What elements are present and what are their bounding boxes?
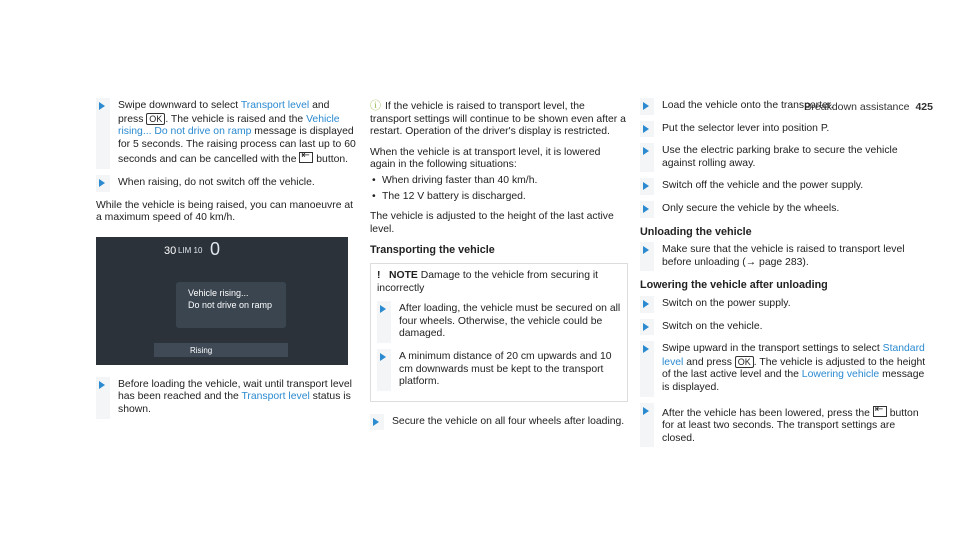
step-arrow-icon <box>99 179 105 187</box>
bullet-item: • When driving faster than 40 km/h. <box>370 175 628 188</box>
step-arrow-icon <box>643 182 649 190</box>
step-arrow-icon <box>643 205 649 213</box>
manoeuvre-paragraph: While the vehicle is being raised, you can manoeuvre at a maximum speed of 40 km/h. <box>96 199 354 224</box>
text: message is displayed for 5 seconds. The raising process can last up to 60 seconds and can be cancelled with the <box>118 126 356 166</box>
warning-icon: ! <box>377 269 381 281</box>
step-unload <box>640 244 930 269</box>
note-box <box>370 263 628 402</box>
text: . The vehicle is raised and the <box>165 113 307 125</box>
step-arrow-icon <box>380 353 386 361</box>
note-step <box>377 351 621 389</box>
step-arrow-icon <box>643 407 649 415</box>
step-before-loading <box>96 379 356 417</box>
display-line-1: Vehicle rising... <box>188 287 249 298</box>
text: Before loading the vehicle, wait until transport level has been reached and the <box>118 378 352 403</box>
text: status is shown. <box>118 391 351 415</box>
step-select-transport <box>96 100 356 167</box>
speed-sign: 30 <box>164 244 177 257</box>
step-selector <box>640 123 930 136</box>
step-arrow-icon <box>373 418 379 426</box>
transport-level-link: Transport level <box>240 100 310 111</box>
step-text: After loading, the vehicle must be secured on all four wheels. Otherwise, the vehicle could be damaged. <box>399 303 621 340</box>
column-1 <box>96 100 356 427</box>
info-note <box>370 100 628 139</box>
step-arrow-icon <box>643 246 649 254</box>
text: message is displayed. <box>662 369 925 393</box>
bullet-item: • The 12 V battery is discharged. <box>370 191 628 204</box>
adjusted-paragraph: The vehicle is adjusted to the height of the last active level. <box>370 211 614 235</box>
text: button for at least two seconds. The transport settings are closed. <box>662 407 919 444</box>
lowering-vehicle-message: Lowering vehicle <box>801 369 880 381</box>
back-key-icon <box>873 406 887 417</box>
back-key-icon <box>299 152 313 163</box>
transport-level-link: Transport level <box>241 391 310 403</box>
speed-value: 0 <box>210 238 221 259</box>
section-heading: Lowering the vehicle after unloading <box>640 279 828 292</box>
step-arrow-icon <box>99 381 105 389</box>
step-text: Make sure that the vehicle is raised to transport level before unloading (→ page 283). <box>662 244 905 268</box>
step-arrow-icon <box>643 323 649 331</box>
section-heading: Transporting the vehicle <box>370 244 495 257</box>
step-text: Use the electric parking brake to secure the vehicle against rolling away. <box>662 145 898 169</box>
step-arrow-icon <box>643 300 649 308</box>
vehicle-rising-message: Vehicle rising... Do not drive on ramp <box>118 113 340 138</box>
step-vehicle-on <box>640 321 930 334</box>
step-parking-brake <box>640 145 930 170</box>
page-number: 425 <box>915 101 933 113</box>
text: button. <box>313 154 349 166</box>
step-arrow-icon <box>643 125 649 133</box>
step-arrow-icon <box>643 147 649 155</box>
text: After the vehicle has been lowered, press the <box>662 407 873 419</box>
status-bar <box>154 343 288 357</box>
step-swipe-up <box>640 343 930 394</box>
step-text: Switch on the vehicle. <box>662 320 763 332</box>
step-secure <box>370 416 628 429</box>
step-arrow-icon <box>643 345 649 353</box>
section-title: Breakdown assistance <box>804 101 910 113</box>
note-step <box>377 303 621 341</box>
ok-key-icon: OK <box>146 113 165 125</box>
step-after-lowered <box>640 405 930 446</box>
step-text: Switch on the power supply. <box>662 297 791 309</box>
step-arrow-icon <box>643 102 649 110</box>
note-text: Damage to the vehicle from securing it incorrectly <box>377 269 599 294</box>
step-power-on <box>640 298 930 311</box>
step-text: When raising, do not switch off the vehicle. <box>118 176 315 188</box>
step-text: Put the selector lever into position P. <box>662 122 830 134</box>
step-secure-wheels <box>640 203 930 216</box>
column-3 <box>640 100 930 455</box>
column-2 <box>370 100 628 438</box>
status-text: Rising <box>190 345 213 355</box>
step-text: A minimum distance of 20 cm upwards and 10 cm downwards must be kept to the transport platform. <box>399 350 612 388</box>
display-line-2: Do not drive on ramp <box>188 299 273 310</box>
step-no-switch-off <box>96 177 356 190</box>
ok-key-icon: OK <box>735 356 754 368</box>
step-arrow-icon <box>99 102 105 110</box>
step-arrow-icon <box>380 305 386 313</box>
text: and press <box>118 100 330 125</box>
step-load <box>640 100 930 113</box>
lowered-paragraph: When the vehicle is at transport level, it is lowered again in the following situations: <box>370 146 601 171</box>
info-text: If the vehicle is raised to transport level, the transport settings will continue to be shown even after a restart. Operation of the driver's display is restricted. <box>370 101 626 138</box>
text: and press <box>683 356 735 368</box>
text: Swipe upward in the transport settings to select <box>662 343 883 355</box>
driver-display-image <box>96 237 348 365</box>
text: Swipe downward to select <box>118 100 241 111</box>
text: . The vehicle is adjusted to the height of the last active level and the <box>662 356 926 381</box>
note-label: NOTE <box>389 269 418 281</box>
step-text: Switch off the vehicle and the power supply. <box>662 180 864 192</box>
step-text: Only secure the vehicle by the wheels. <box>662 202 840 214</box>
step-text: Load the vehicle onto the transporter. <box>662 100 834 111</box>
step-text: Secure the vehicle on all four wheels after loading. <box>392 415 625 427</box>
standard-level-link: Standard level <box>662 343 925 368</box>
step-switch-off <box>640 180 930 193</box>
section-heading: Unloading the vehicle <box>640 225 752 238</box>
limit-label: LIM 10 <box>178 245 203 255</box>
info-icon: ⓘ <box>370 100 381 112</box>
